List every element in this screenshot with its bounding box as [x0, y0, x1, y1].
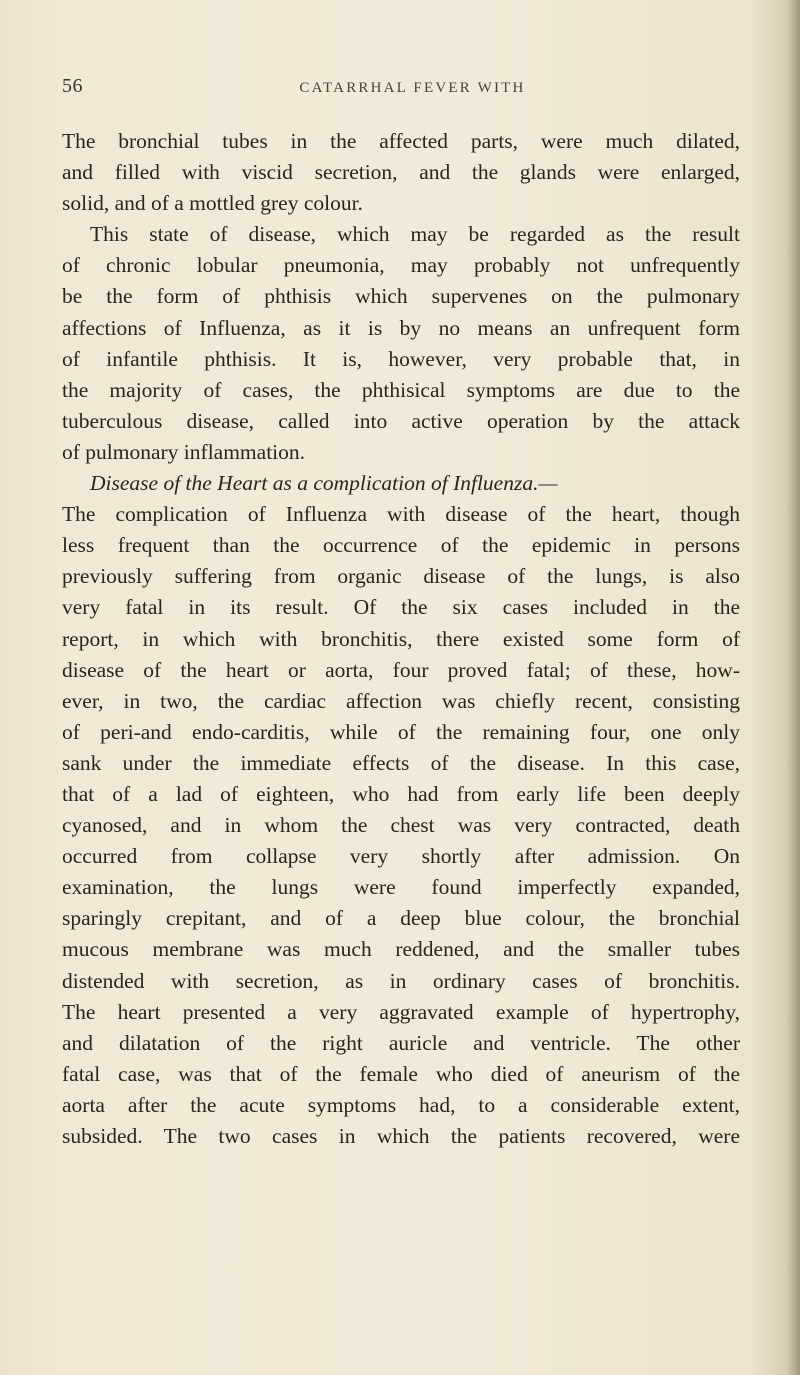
page-number: 56 — [62, 75, 83, 97]
section-heading: Disease of the Heart as a complication of Influenza.— — [90, 471, 558, 496]
text-line: and filled with viscid secretion, and the glands were enlarged, — [62, 160, 740, 185]
text-line: mucous membrane was much reddened, and the smaller tubes — [62, 937, 740, 962]
text-line: ever, in two, the cardiac affection was chiefly recent, consisting — [62, 688, 740, 713]
text-line: This state of disease, which may be regarded as the result — [90, 222, 740, 247]
text-line: tuberculous disease, called into active operation by the attack — [62, 408, 740, 433]
running-head: CATARRHAL FEVER WITH — [299, 80, 526, 96]
text-line: subsided. The two cases in which the patients recovered, were — [62, 1124, 740, 1148]
text-line: examination, the lungs were found imperfectly expanded, — [62, 875, 740, 900]
text-line: of pulmonary inflammation. — [62, 439, 306, 464]
text-line: The heart presented a very aggravated example of hypertrophy, — [62, 999, 740, 1024]
text-line: of infantile phthisis. It is, however, very probable that, in — [62, 346, 740, 371]
text-line: aorta after the acute symptoms had, to a considerable extent, — [62, 1092, 740, 1117]
text-line: disease of the heart or aorta, four proved fatal; of these, how- — [62, 657, 740, 682]
text-line: The bronchial tubes in the affected parts, were much dilated, — [62, 129, 740, 153]
text-line: the majority of cases, the phthisical symptoms are due to the — [62, 377, 740, 402]
text-line: sank under the immediate effects of the disease. In this case, — [62, 750, 740, 775]
page-edge-shadow — [786, 0, 800, 1375]
text-line: previously suffering from organic disease of the lungs, is also — [62, 564, 740, 589]
text-line: of peri-and endo-carditis, while of the remaining four, one only — [62, 719, 740, 744]
text-line: solid, and of a mottled grey colour. — [62, 191, 363, 216]
text-line: report, in which with bronchitis, there existed some form of — [62, 626, 740, 651]
text-line: less frequent than the occurrence of the epidemic in persons — [62, 533, 740, 558]
text-line: occurred from collapse very shortly after admission. On — [62, 844, 740, 869]
text-line: distended with secretion, as in ordinary cases of bronchitis. — [62, 968, 740, 993]
text-line: affections of Influenza, as it is by no means an unfrequent form — [62, 315, 740, 340]
text-line: The complication of Influenza with disease of the heart, though — [62, 502, 740, 527]
text-line: very fatal in its result. Of the six cases included in the — [62, 595, 740, 620]
text-line: be the form of phthisis which supervenes on the pulmonary — [62, 284, 740, 309]
text-line: and dilatation of the right auricle and ventricle. The other — [62, 1030, 740, 1055]
text-line: sparingly crepitant, and of a deep blue colour, the bronchial — [62, 906, 740, 931]
text-line: that of a lad of eighteen, who had from early life been deeply — [62, 781, 740, 806]
text-line: cyanosed, and in whom the chest was very contracted, death — [62, 813, 740, 838]
text-line: of chronic lobular pneumonia, may probably not unfrequently — [62, 253, 740, 278]
body-text — [62, 126, 740, 1152]
text-line: fatal case, was that of the female who died of aneurism of the — [62, 1061, 740, 1086]
